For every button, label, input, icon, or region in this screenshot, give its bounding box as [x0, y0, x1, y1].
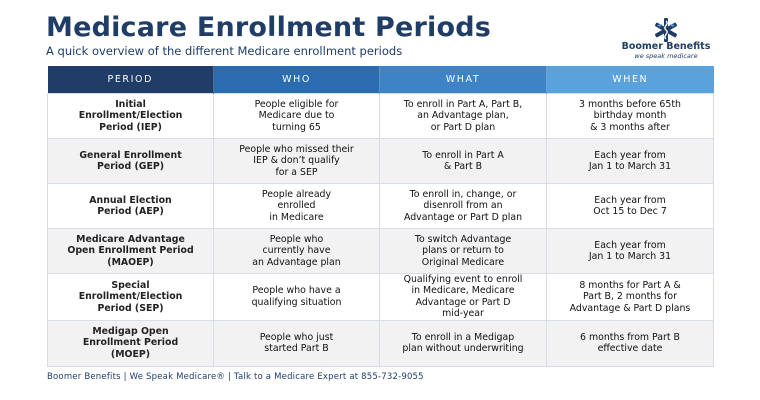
who-cell: People who have a qualifying situation — [214, 274, 380, 321]
table-row — [48, 229, 714, 274]
caduceus-star-of-life-icon — [616, 16, 716, 44]
who-cell: People who missed their IEP & don’t qualify for a SEP — [214, 139, 380, 184]
logo-tagline: we speak medicare — [634, 52, 698, 60]
when-cell: Each year from Oct 15 to Dec 7 — [547, 184, 714, 229]
period-cell: Initial Enrollment/Election Period (IEP) — [48, 94, 214, 139]
what-cell: To switch Advantage plans or return to Original Medicare — [380, 229, 547, 274]
what-cell: To enroll in Part A & Part B — [380, 139, 547, 184]
table-row — [48, 274, 714, 321]
when-cell: Each year from Jan 1 to March 31 — [547, 229, 714, 274]
column-header-what: WHAT — [380, 66, 547, 94]
who-cell: People eligible for Medicare due to turning 65 — [214, 94, 380, 139]
page-title: Medicare Enrollment Periods — [46, 12, 492, 43]
column-header-who: WHO — [214, 66, 380, 94]
table-row — [48, 320, 714, 366]
when-cell: 3 months before 65th birthday month & 3 months after — [547, 94, 714, 139]
table-header-row — [48, 66, 714, 94]
when-cell: 6 months from Part B effective date — [547, 320, 714, 366]
logo-name: Boomer Benefits — [621, 41, 711, 52]
what-cell: To enroll in a Medigap plan without underwriting — [380, 320, 547, 366]
table-row — [48, 184, 714, 229]
when-cell: Each year from Jan 1 to March 31 — [547, 139, 714, 184]
what-cell: To enroll in Part A, Part B, an Advantage plan, or Part D plan — [380, 94, 547, 139]
boomer-benefits-logo — [616, 16, 716, 66]
who-cell: People already enrolled in Medicare — [214, 184, 380, 229]
table-row — [48, 139, 714, 184]
what-cell: To enroll in, change, or disenroll from an Advantage or Part D plan — [380, 184, 547, 229]
page-subtitle: A quick overview of the different Medicare enrollment periods — [46, 44, 403, 58]
period-cell: Medigap Open Enrollment Period (MOEP) — [48, 320, 214, 366]
who-cell: People who currently have an Advantage plan — [214, 229, 380, 274]
period-cell: Annual Election Period (AEP) — [48, 184, 214, 229]
period-cell: General Enrollment Period (GEP) — [48, 139, 214, 184]
table-row — [48, 94, 714, 139]
who-cell: People who just started Part B — [214, 320, 380, 366]
column-header-period: PERIOD — [48, 66, 214, 94]
footer-contact-line: Boomer Benefits | We Speak Medicare® | Talk to a Medicare Expert at 855-732-9055 — [47, 372, 424, 382]
period-cell: Special Enrollment/Election Period (SEP) — [48, 274, 214, 321]
what-cell: Qualifying event to enroll in Medicare, Medicare Advantage or Part D mid-year — [380, 274, 547, 321]
when-cell: 8 months for Part A & Part B, 2 months for Advantage & Part D plans — [547, 274, 714, 321]
column-header-when: WHEN — [547, 66, 714, 94]
period-cell: Medicare Advantage Open Enrollment Period (MAOEP) — [48, 229, 214, 274]
enrollment-periods-table — [47, 66, 714, 367]
